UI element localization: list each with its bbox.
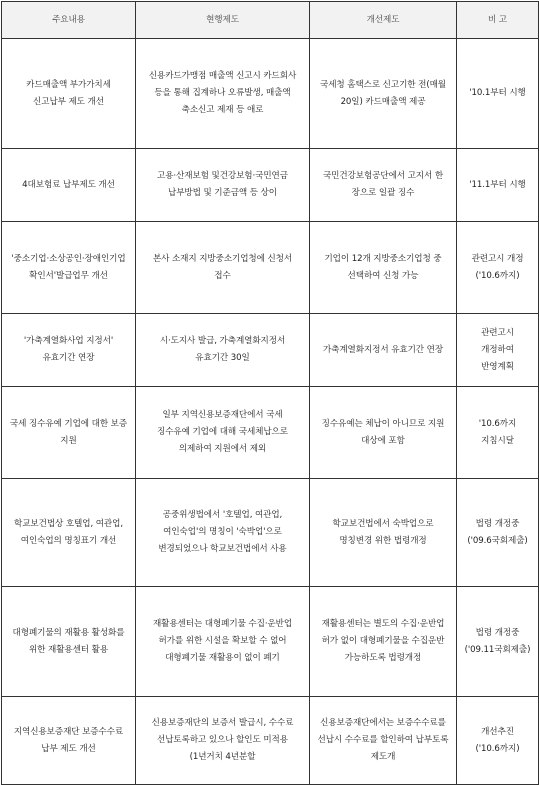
cell-current: 고용·산재보험 및건강보험·국민연금 납부방법 및 기준금액 등 상이 <box>136 149 310 222</box>
cell-note: 관련고시 개정하여 반영계획 <box>457 314 539 387</box>
cell-improved: 국민건강보험공단에서 고지서 한 장으로 일괄 징수 <box>310 149 457 222</box>
cell-note: '11.1부터 시행 <box>457 149 539 222</box>
table-row <box>2 314 539 387</box>
header-row <box>2 2 539 39</box>
table-row <box>2 39 539 149</box>
cell-current: 일부 지역신용보증재단에서 국세 징수유예 기업에 대해 국세체납으로 의제하여 지원에서 제외 <box>136 387 310 479</box>
cell-improved: 기업이 12개 지방중소기업청 중 선택하여 신청 가능 <box>310 222 457 314</box>
header-main: 주요내용 <box>2 2 136 39</box>
table-row <box>2 387 539 479</box>
cell-current: 신용보증재단의 보증서 발급시, 수수료 선납토록하고 있으나 할인도 미적용(1년거치 4년분할 <box>136 697 310 785</box>
cell-main: 대형폐기물의 재활용 활성화를 위한 재활용센터 활용 <box>2 587 136 697</box>
cell-note: 개선추진('10.6까지) <box>457 697 539 785</box>
cell-current: 시·도지사 발급, 가축계열화지정서 유효기간 30일 <box>136 314 310 387</box>
cell-main: 지역신용보증재단 보증수수료 납부 제도 개선 <box>2 697 136 785</box>
table-row <box>2 697 539 785</box>
table-row <box>2 222 539 314</box>
cell-improved: 국세청 홈택스로 신고기한 전(매월 20일) 카드매출액 제공 <box>310 39 457 149</box>
cell-note: 법령 개정중('09.11국회제출) <box>457 587 539 697</box>
cell-main: 국세 징수유예 기업에 대한 보증 지원 <box>2 387 136 479</box>
header-note: 비 고 <box>457 2 539 39</box>
cell-main: '중소기업·소상공인·장애인기업 확인서'발급업무 개선 <box>2 222 136 314</box>
cell-current: 재활용센터는 대형폐기물 수집·운반업 허가를 위한 시설을 확보할 수 없어 대형폐기물 재활용이 없이 폐기 <box>136 587 310 697</box>
table-row <box>2 479 539 587</box>
cell-note: '10.6까지 지침시달 <box>457 387 539 479</box>
table-row <box>2 149 539 222</box>
cell-improved: 징수유예는 체납이 아니므로 지원 대상에 포함 <box>310 387 457 479</box>
header-current: 현행제도 <box>136 2 310 39</box>
cell-main: '가축계열화사업 지정서' 유효기간 연장 <box>2 314 136 387</box>
cell-note: 법령 개정중('09.6국회제출) <box>457 479 539 587</box>
cell-current: 신용카드가맹점 매출액 신고시 카드회사 등을 통해 집계하나 오류발생, 매출액 축소신고 제재 등 애로 <box>136 39 310 149</box>
cell-note: 관련고시 개정('10.6까지) <box>457 222 539 314</box>
cell-improved: 신용보증재단에서는 보증수수료를 선납시 수수료를 할인하여 납부토록 제도개 <box>310 697 457 785</box>
cell-improved: 재활용센터는 별도의 수집·운반업 허가 없이 대형폐기물을 수집운반 가능하도록 법령개정 <box>310 587 457 697</box>
cell-improved: 학교보건법에서 숙박업으로 명칭변경 위한 법령개정 <box>310 479 457 587</box>
cell-main: 카드매출액 부가가치세 신고납부 제도 개선 <box>2 39 136 149</box>
cell-main: 4대보험료 납부제도 개선 <box>2 149 136 222</box>
header-improved: 개선제도 <box>310 2 457 39</box>
cell-main: 학교보건법상 호텔업, 여관업, 여인숙업의 명칭표기 개선 <box>2 479 136 587</box>
cell-current: 공중위생법에서 '호텔업, 여관업, 여인숙업'의 명칭이 '숙박업'으로 변경되었으나 학교보건법에서 사용 <box>136 479 310 587</box>
cell-improved: 가축계열화지정서 유효기간 연장 <box>310 314 457 387</box>
cell-note: '10.1부터 시행 <box>457 39 539 149</box>
reform-table <box>1 1 539 785</box>
table-row <box>2 587 539 697</box>
cell-current: 본사 소재지 지방중소기업청에 신청서 접수 <box>136 222 310 314</box>
